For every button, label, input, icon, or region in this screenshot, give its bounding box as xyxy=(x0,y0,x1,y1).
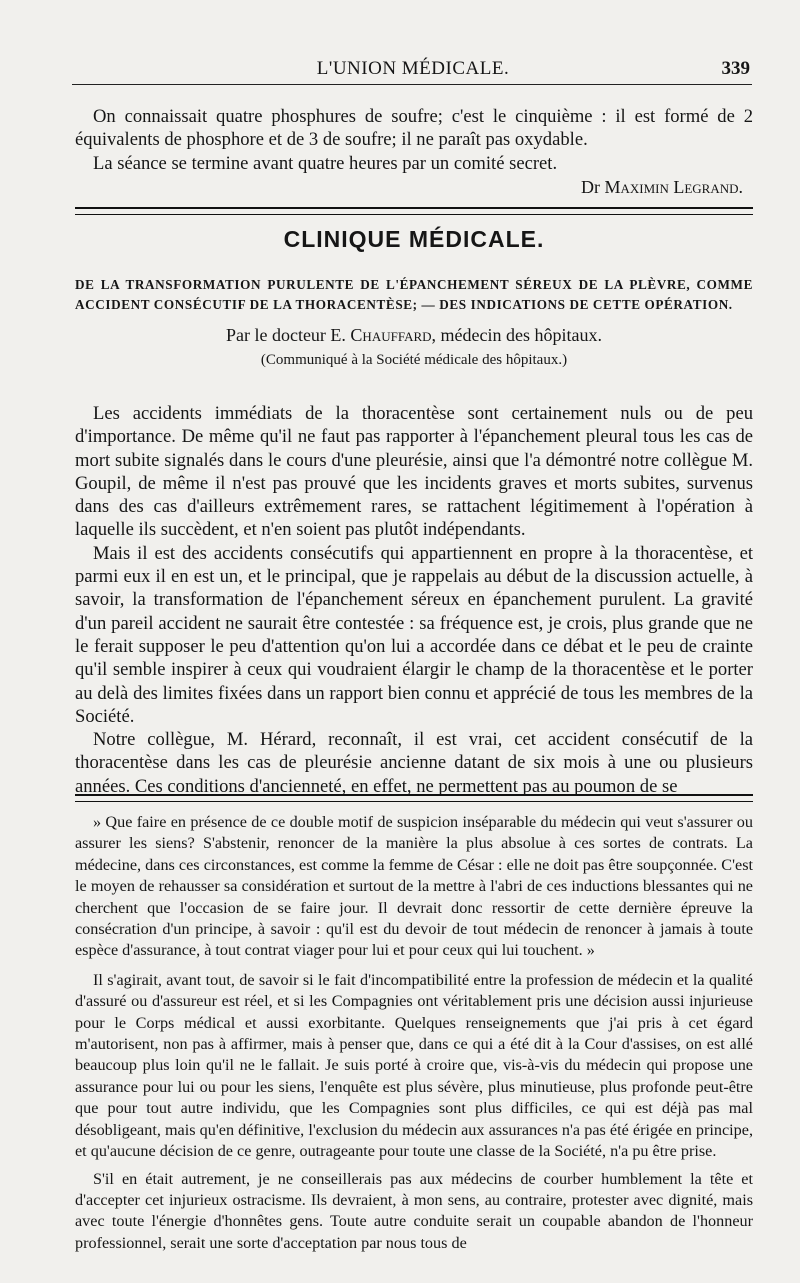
author-name: Chauffard xyxy=(350,325,432,345)
running-title: L'UNION MÉDICALE. xyxy=(316,58,510,79)
page-header xyxy=(72,56,754,86)
signature xyxy=(75,176,753,199)
signature-prefix: Dr xyxy=(580,176,600,197)
article-paragraph: Notre collègue, M. Hérard, reconnaît, il est vrai, cet accident consécutif de la thoracentèse dans les cas de pleurésie ancienne datant de six mois à une ou plusieurs années. Ces conditions d'ancienneté, en effet, ne permettent pas au poumon de se xyxy=(75,729,753,797)
byline-prefix: Par le docteur E. xyxy=(225,325,346,345)
section-divider xyxy=(75,207,753,215)
article-body xyxy=(75,402,753,798)
continuation-section xyxy=(75,812,753,1254)
quote-paragraph: » Que faire en présence de ce double motif de suspicion inséparable du médecin qui veut s'assurer ou assurer les siens? S'abstenir, renoncer de la manière la plus absolue à ces sortes de contrats. La médecine, dans ces circonstances, est comme la femme de César : elle ne doit pas être soupçonnée. C'est le moyen de rehausser sa considération et surtout de la mettre à l'abri de ces inductions blessantes qui ne cherchent que l'occasion de se faire jour. Il devrait donc ressortir de cette dernière épreuve la consécration d'un principe, à savoir : qu'il est du devoir de tout médecin de renoncer à jamais à toute espèce d'assurance, à tout contrat viager pour lui et pour ceux qui lui touchent. » xyxy=(75,813,753,960)
signature-name: Maximin Legrand. xyxy=(604,176,743,197)
article-title: DE LA TRANSFORMATION PURULENTE DE L'ÉPANCHEMENT SÉREUX DE LA PLÈVRE, COMME ACCIDENT CONSÉCUTIF DE LA THORACENTÈSE; — DES INDICATIONS DE CETTE OPÉRATION. xyxy=(75,277,753,312)
article-header xyxy=(75,275,753,369)
article-paragraph: Les accidents immédiats de la thoracentèse sont certainement nuls ou de peu d'importance. De même qu'il ne faut pas rapporter à l'épanchement pleural tous les cas de mort subite signalés dans le cours d'une pleurésie, ainsi que l'a démontré notre collègue M. Goupil, de même il n'est pas prouvé que les incidents graves et morts subites, survenus dans des cas d'ailleurs extrêmement rares, se rattachent légitimement à l'opération à laquelle ils succèdent, et n'en soient pas plutôt indépendants. xyxy=(75,403,753,541)
communique-note: (Communiqué à la Société médicale des hôpitaux.) xyxy=(260,352,568,368)
article-paragraph: Mais il est des accidents consécutifs qui appartiennent en propre à la thoracentèse, et parmi eux il en est un, et le principal, que je rappelais au début de la discussion actuelle, à savoir, la transformation de l'épanchement séreux en épanchement purulent. La gravité d'un pareil accident ne saurait être contestée : sa fréquence est, je crois, plus grande que ne le ferait supposer le peu d'attention qu'on lui a accordée dans ce débat et le peu de crainte qu'il semble inspirer à ceux qui voudraient élargir le champ de la thoracentèse et le porter au delà des limites fixées dans un rapport bien connu et apprécié de tous les membres de la Société. xyxy=(75,542,753,727)
byline xyxy=(75,325,753,346)
page-number: 339 xyxy=(721,58,750,79)
intro-paragraph: On connaissait quatre phosphures de soufre; c'est le cinquième : il est formé de 2 équivalents de phosphore et de 3 de soufre; il ne paraît pas oxydable. xyxy=(75,106,753,151)
section-title: CLINIQUE MÉDICALE. xyxy=(283,226,545,252)
header-rule xyxy=(72,84,752,85)
continuation-paragraph: Il s'agirait, avant tout, de savoir si le fait d'incompatibilité entre la profession de médecin et la qualité d'assuré ou d'assureur est réel, et si les Compagnies ont véritablement pris une décision aussi injurieuse pour le Corps médical et aussi exorbitante. Quelques renseignements que j'ai pris à cet égard m'autorisent, non pas à affirmer, mais à penser que, dans ce qui a été dit à la Cour d'assises, on est allé beaucoup plus loin qu'il ne le fallait. Je suis porté à croire que, vis-à-vis du médecin qui propose une assurance pour lui ou pour les siens, l'enquête est plus sévère, plus minutieuse, plus profonde peut-être que pour tout autre individu, que les Compagnies sont plus difficiles, ce qui est déjà pas mal désobligeant, mais qu'en définitive, l'exclusion du médecin aux assurances n'a pas été érigée en principe, et qu'aucune décision de ce genre, outrageante pour toute une classe de la Société, n'a pu être prise. xyxy=(75,970,753,1161)
continuation-paragraph: S'il en était autrement, je ne conseillerais pas aux médecins de courber humblement la tête et d'accepter cet injurieux ostracisme. Ils devraient, à mon sens, au contraire, protester avec dignité, mais avec toute l'énergie d'honnêtes gens. Toute autre conduite serait un coupable abandon de l'honneur professionnel, serait une sorte d'acceptation par nous tous de xyxy=(75,1169,753,1252)
byline-suffix: , médecin des hôpitaux. xyxy=(431,325,603,345)
section-divider xyxy=(75,794,753,802)
intro-paragraph: La séance se termine avant quatre heures par un comité secret. xyxy=(93,152,558,174)
intro-section xyxy=(75,105,753,199)
